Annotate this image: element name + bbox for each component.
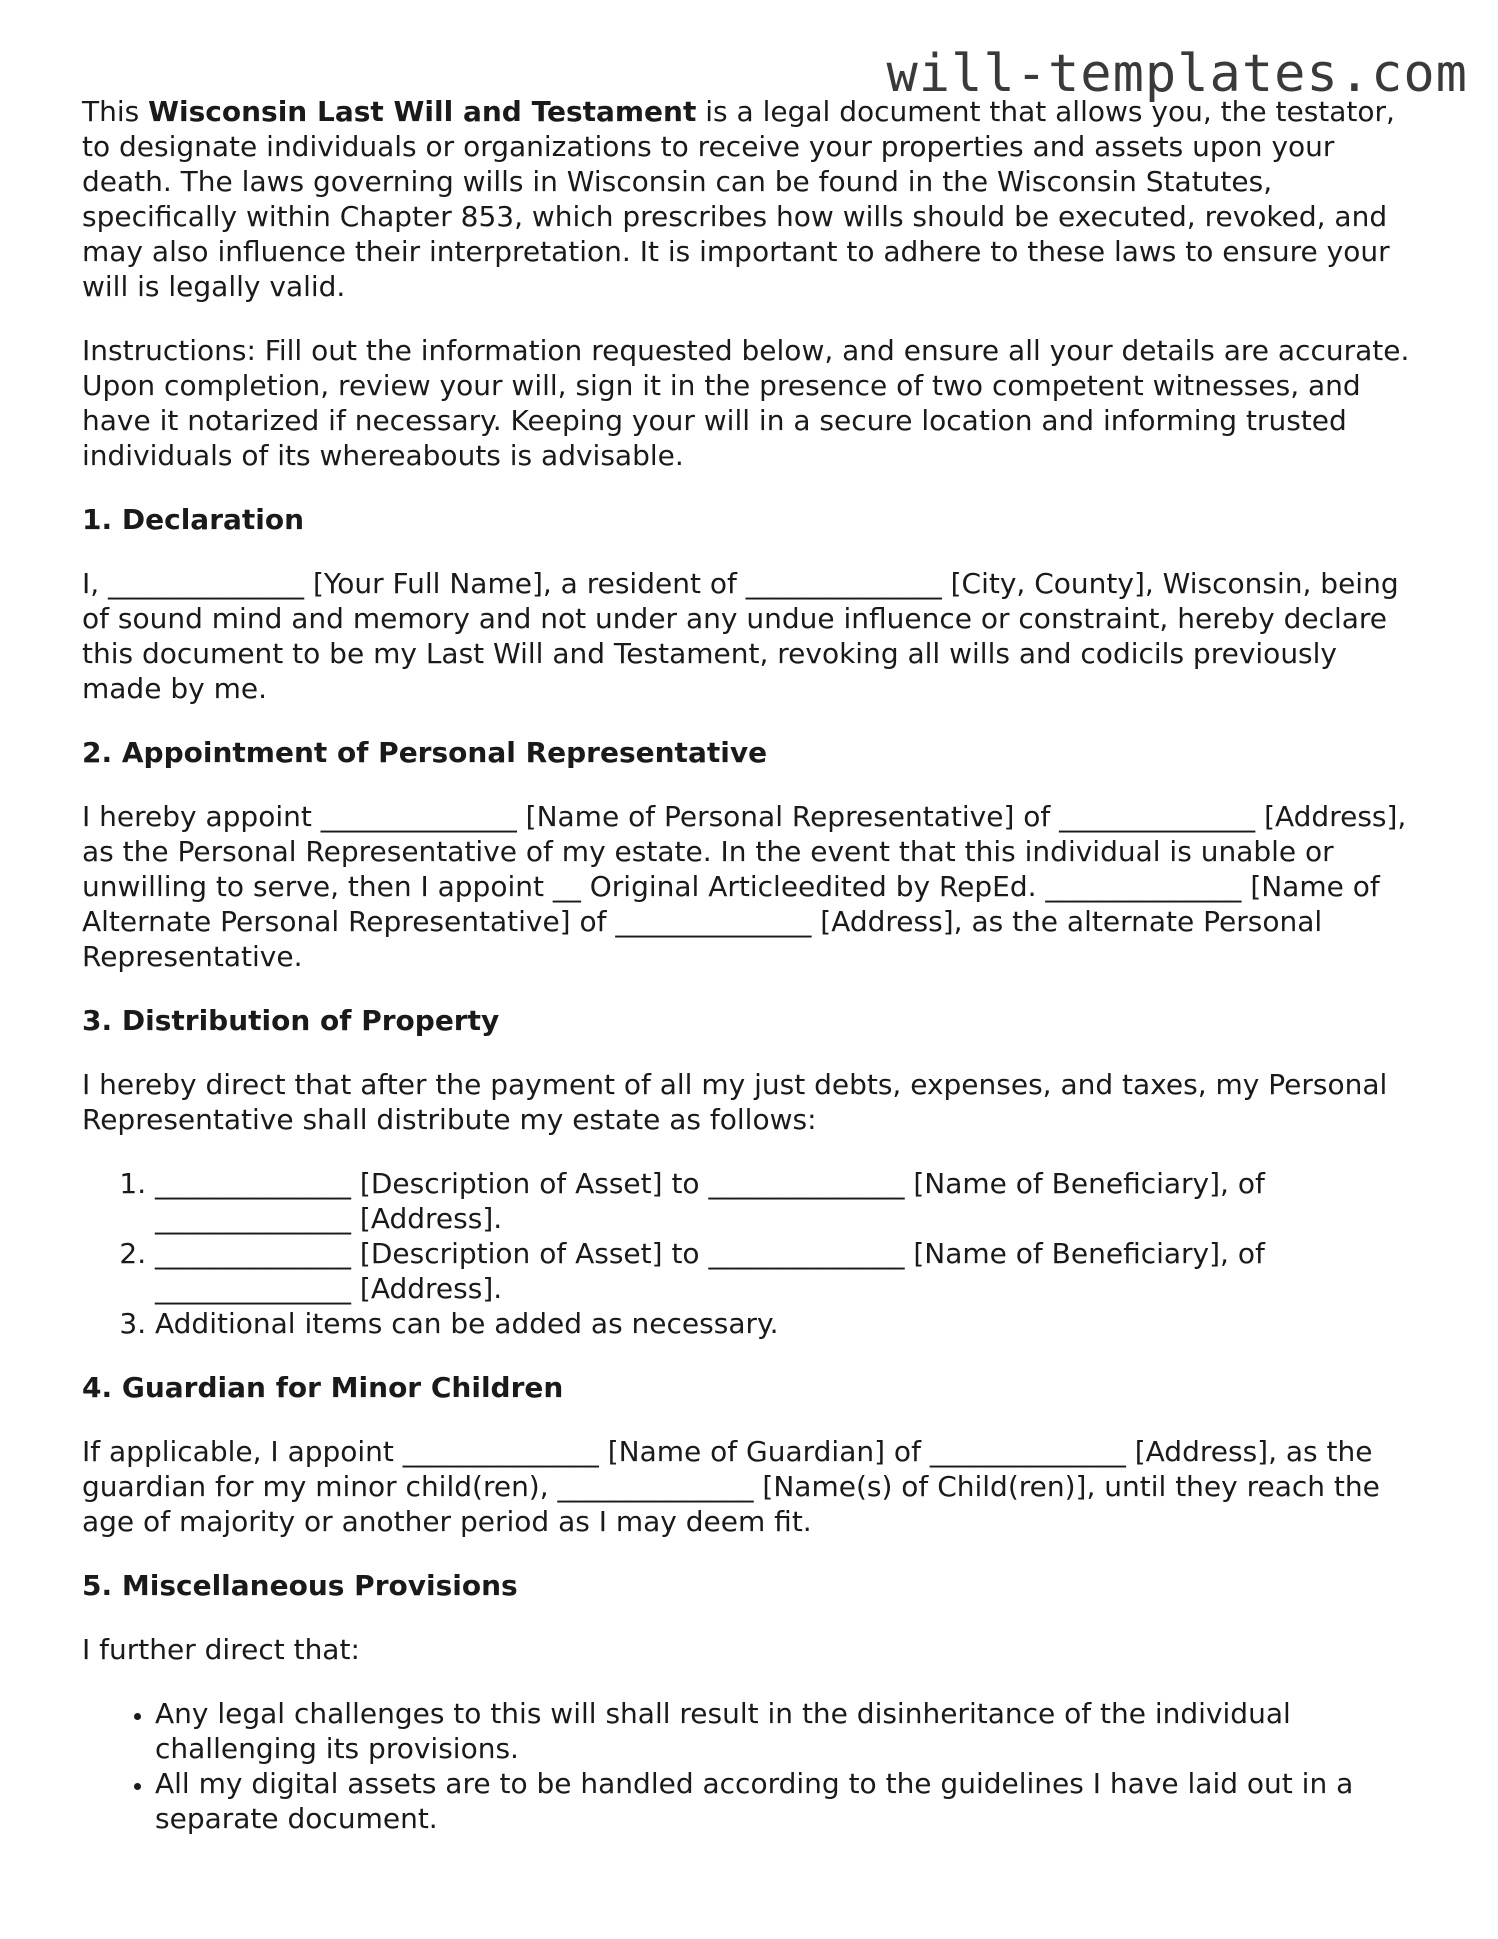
representative-heading: 2. Appointment of Personal Representative [82, 736, 768, 769]
list-item: 1. ______________ [Description of Asset] to ______________ [Name of Beneficiary], of ______________ [Address]. [155, 1166, 1422, 1236]
misc-heading: 5. Miscellaneous Provisions [82, 1569, 518, 1602]
declaration-text: I, ______________ [Your Full Name], a resident of ______________ [City, County], Wisconsin, being of sound mind and memory and not under any undue influence or constraint, hereby declare this document to be my Last Will and Testament, revoking all wills and codicils previously made by me. [82, 567, 1399, 705]
distribution-heading: 3. Distribution of Property [82, 1004, 500, 1037]
site-watermark: will-templates.com [886, 44, 1468, 104]
intro-body: is a legal document that allows you, the testator, to designate individuals or organizations to receive your properties and assets upon your death. The laws governing wills in Wisconsin can be found in the Wisconsin Statutes, specifically within Chapter 853, which prescribes how wills should be executed, revoked, and may also influence their interpretation. It is important to adhere to these laws to ensure your will is legally valid. [82, 95, 1395, 303]
list-item: 2. ______________ [Description of Asset] to ______________ [Name of Beneficiary], of ______________ [Address]. [155, 1236, 1422, 1306]
instructions-paragraph: Instructions: Fill out the information requested below, and ensure all your details are accurate. Upon completion, review your will, sign it in the presence of two competent witnesses, and have it notarized if necessary. Keeping your will in a secure location and informing trusted individuals of its whereabouts is advisable. [82, 334, 1410, 472]
intro-paragraph [82, 94, 1422, 304]
representative-text: I hereby appoint ______________ [Name of Personal Representative] of ______________ [Address], as the Personal Representative of my estate. In the event that this individual is unable or unwilling to serve, then I appoint __ Original Articleedited by RepEd. ______________ [Name of Alternate Personal Representative] of ______________ [Address], as the alternate Personal Representative. [82, 800, 1407, 973]
list-item: 3. Additional items can be added as necessary. [155, 1306, 1422, 1341]
intro-document-title: Wisconsin Last Will and Testament [148, 95, 697, 128]
will-document [82, 94, 1422, 1865]
misc-text: I further direct that: [82, 1633, 360, 1666]
misc-list [82, 1696, 1422, 1836]
intro-prefix: This [82, 95, 149, 128]
list-item: • Any legal challenges to this will shall result in the disinheritance of the individual challenging its provisions. [155, 1696, 1422, 1766]
declaration-heading: 1. Declaration [82, 503, 305, 536]
distribution-list [82, 1166, 1422, 1341]
distribution-text: I hereby direct that after the payment of all my just debts, expenses, and taxes, my Personal Representative shall distribute my estate as follows: [82, 1068, 1388, 1136]
list-item: • All my digital assets are to be handled according to the guidelines I have laid out in a separate document. [155, 1766, 1422, 1836]
guardian-heading: 4. Guardian for Minor Children [82, 1371, 564, 1404]
guardian-text: If applicable, I appoint ______________ [Name of Guardian] of ______________ [Address], as the guardian for my minor child(ren), ______________ [Name(s) of Child(ren)], until they reach the age of majority or another period as I may deem fit. [82, 1435, 1380, 1538]
